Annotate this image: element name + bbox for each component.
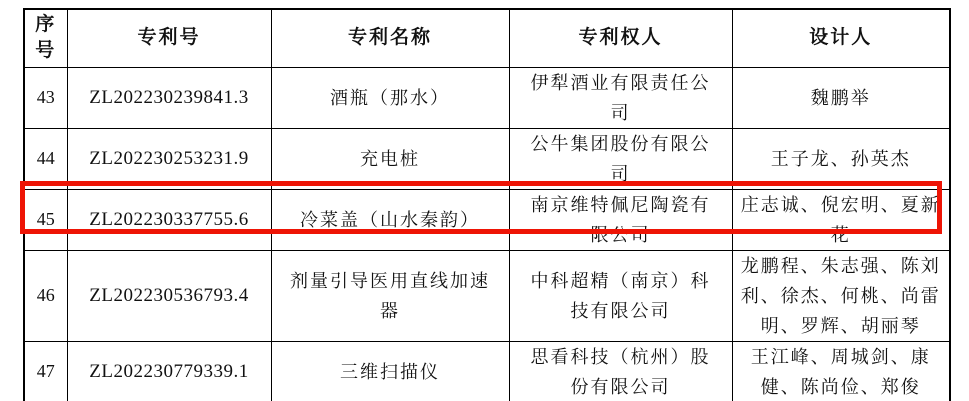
cell-patent-no: ZL202230239841.3 — [67, 67, 271, 128]
table-row-45-highlighted — [24, 189, 950, 250]
cell-patent-holder: 伊犁酒业有限责任公司 — [509, 67, 732, 128]
table-row-43 — [24, 67, 950, 128]
cell-patent-no: ZL202230536793.4 — [67, 250, 271, 341]
cell-patent-no: ZL202230337755.6 — [67, 189, 271, 250]
cell-patent-name: 酒瓶（那水） — [271, 67, 509, 128]
cell-patent-name: 充电桩 — [271, 128, 509, 189]
cell-patent-no: ZL202230253231.9 — [67, 128, 271, 189]
col-header-index: 序号 — [24, 9, 67, 67]
cell-patent-no: ZL202230779339.1 — [67, 341, 271, 401]
cell-index: 43 — [24, 67, 67, 128]
cell-patent-name: 剂量引导医用直线加速器 — [271, 250, 509, 341]
cell-patent-holder: 南京维特佩尼陶瓷有限公司 — [509, 189, 732, 250]
cell-patent-name: 三维扫描仪 — [271, 341, 509, 401]
cell-index: 46 — [24, 250, 67, 341]
cell-designers: 王子龙、孙英杰 — [732, 128, 950, 189]
patent-table — [23, 8, 951, 401]
cell-designers: 王江峰、周城剑、康健、陈尚俭、郑俊 — [732, 341, 950, 401]
table-row-44 — [24, 128, 950, 189]
cell-patent-holder: 公牛集团股份有限公司 — [509, 128, 732, 189]
cell-index: 45 — [24, 189, 67, 250]
cell-patent-holder: 中科超精（南京）科技有限公司 — [509, 250, 732, 341]
col-header-patent-holder: 专利权人 — [509, 9, 732, 67]
cell-patent-name: 冷菜盖（山水秦韵） — [271, 189, 509, 250]
cell-designers: 庄志诚、倪宏明、夏新花 — [732, 189, 950, 250]
cell-index: 47 — [24, 341, 67, 401]
col-header-patent-name: 专利名称 — [271, 9, 509, 67]
table-row-47 — [24, 341, 950, 401]
table-row-46 — [24, 250, 950, 341]
col-header-designers: 设计人 — [732, 9, 950, 67]
cell-patent-holder: 思看科技（杭州）股份有限公司 — [509, 341, 732, 401]
cell-designers: 龙鹏程、朱志强、陈刘利、徐杰、何桃、尚雷明、罗辉、胡丽琴 — [732, 250, 950, 341]
table-header-row — [24, 9, 950, 67]
cell-index: 44 — [24, 128, 67, 189]
col-header-patent-no: 专利号 — [67, 9, 271, 67]
cell-designers: 魏鹏举 — [732, 67, 950, 128]
